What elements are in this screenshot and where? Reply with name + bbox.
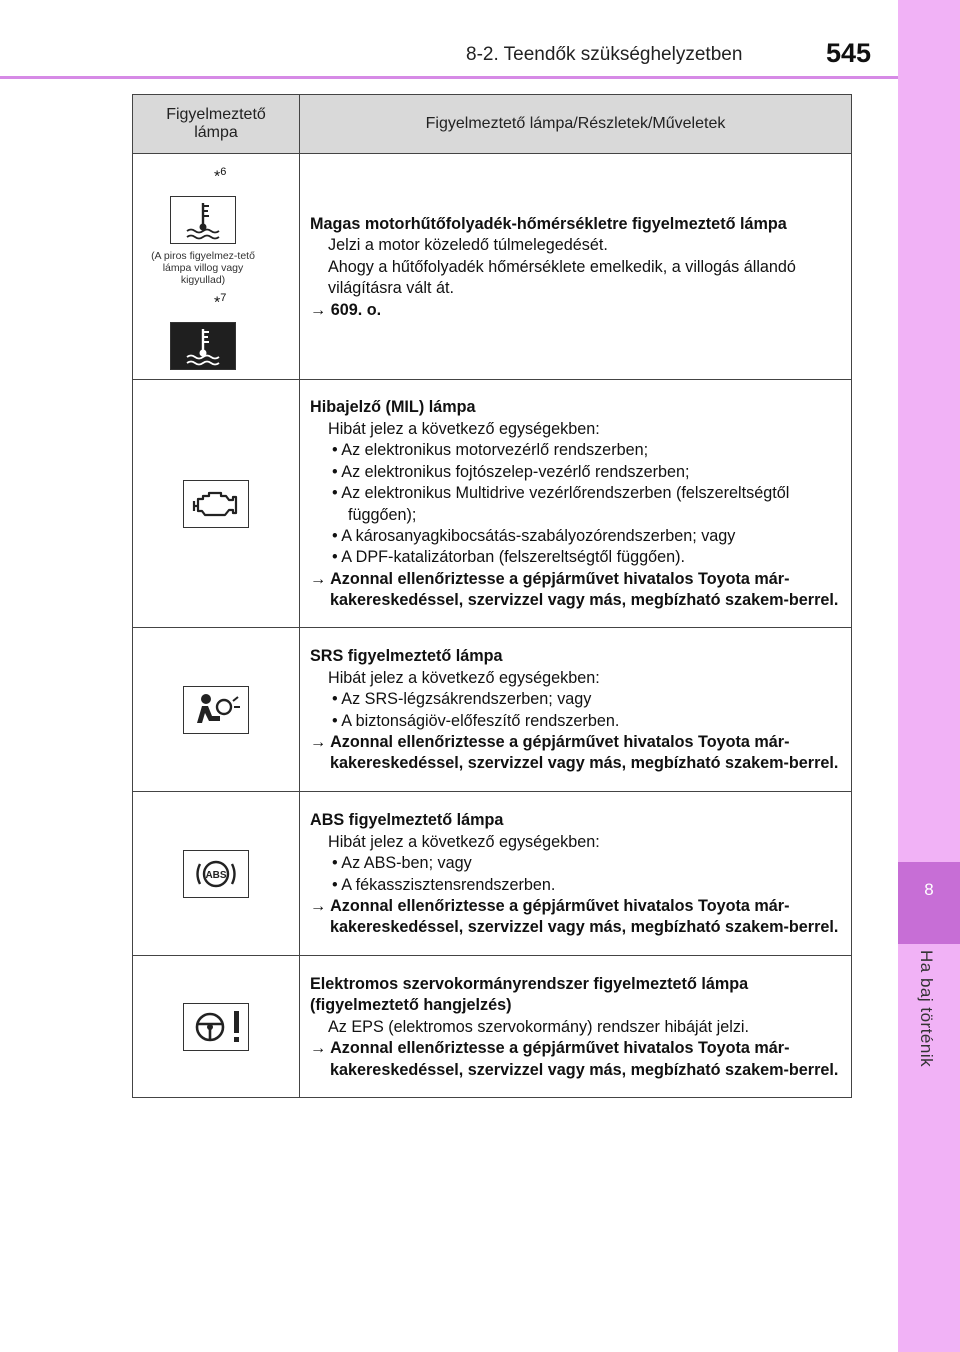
check-engine-icon bbox=[183, 480, 249, 528]
table-row bbox=[133, 956, 852, 1098]
header-divider bbox=[0, 76, 898, 79]
header-cell-details: Figyelmeztető lámpa/Részletek/Műveletek bbox=[300, 95, 852, 154]
abs-icon bbox=[183, 850, 249, 898]
bullet-item: • A fékasszisztensrendszerben. bbox=[332, 875, 556, 894]
action-line: → Azonnal ellenőriztesse a gépjárművet hivatalos Toyota már-kakereskedéssel, szervizzel vagy más, megbízható szakem-berrel. bbox=[310, 1039, 839, 1079]
desc-line: Hibát jelez a következő egységekben: bbox=[328, 419, 600, 438]
icon-cell bbox=[133, 956, 300, 1098]
description-cell bbox=[300, 154, 852, 380]
description-cell bbox=[300, 792, 852, 956]
table-row bbox=[133, 792, 852, 956]
chapter-side-tab bbox=[898, 0, 960, 1352]
icon-cell bbox=[133, 154, 300, 380]
table-row bbox=[133, 154, 852, 380]
lamp-title: ABS figyelmeztető lámpa bbox=[310, 811, 504, 830]
power-steering-warning-icon bbox=[183, 1003, 249, 1051]
bullet-item: • Az elektronikus fojtószelep-vezérlő rendszerben; bbox=[332, 462, 690, 481]
header-cell-lamp: Figyelmeztető lámpa bbox=[133, 95, 300, 154]
coolant-temp-icon bbox=[170, 196, 236, 244]
section-title: 8-2. Teendők szükséghelyzetben bbox=[466, 44, 743, 65]
warning-lights-table bbox=[132, 94, 852, 1098]
lamp-title: Hibajelző (MIL) lámpa bbox=[310, 398, 476, 417]
action-line: → 609. o. bbox=[310, 300, 382, 319]
lamp-title: Magas motorhűtőfolyadék-hőmérsékletre figyelmeztető lámpa bbox=[310, 214, 787, 233]
chapter-number-box bbox=[898, 862, 960, 944]
chapter-number: 8 bbox=[924, 880, 934, 899]
lamp-title: SRS figyelmeztető lámpa bbox=[310, 647, 503, 666]
desc-line: Ahogy a hűtőfolyadék hőmérséklete emelkedik, a villogás állandó világításra vált át. bbox=[328, 257, 796, 298]
chapter-title: Ha baj történik bbox=[917, 950, 936, 1068]
icon-cell bbox=[133, 380, 300, 628]
bullet-item: • A biztonságiöv-előfeszítő rendszerben. bbox=[332, 711, 620, 730]
bullet-item: • Az SRS-légzsákrendszerben; vagy bbox=[332, 690, 592, 709]
description-cell bbox=[300, 380, 852, 628]
bullet-item: • Az elektronikus Multidrive vezérlőrendszerben (felszereltségtől függően); bbox=[332, 484, 790, 524]
bullet-item: • Az elektronikus motorvezérlő rendszerben; bbox=[332, 441, 649, 460]
coolant-temp-icon bbox=[170, 322, 236, 370]
desc-line: Az EPS (elektromos szervokormány) rendszer hibáját jelzi. bbox=[328, 1017, 750, 1036]
bullet-item: • A DPF-katalizátorban (felszereltségtől függően). bbox=[332, 548, 685, 567]
desc-line: Hibát jelez a következő egységekben: bbox=[328, 668, 600, 687]
desc-line: Hibát jelez a következő egységekben: bbox=[328, 832, 600, 851]
action-line: → Azonnal ellenőriztesse a gépjárművet hivatalos Toyota már-kakereskedéssel, szervizzel vagy más, megbízható szakem-berrel. bbox=[310, 896, 839, 937]
table-row bbox=[133, 628, 852, 792]
icon-cell bbox=[133, 628, 300, 792]
icon-cell bbox=[133, 792, 300, 956]
icon-note: (A piros figyelmez-tető lámpa villog vagy kigyullad) bbox=[151, 249, 255, 286]
abs-icon-text: ABS bbox=[205, 869, 227, 881]
action-line: → Azonnal ellenőriztesse a gépjárművet hivatalos Toyota már-kakereskedéssel, szervizzel vagy más, megbízható szakem-berrel. bbox=[310, 732, 839, 773]
lamp-title: Elektromos szervokormányrendszer figyelmeztető lámpa (figyelmeztető hangjelzés) bbox=[310, 974, 749, 1015]
table-row bbox=[133, 380, 852, 628]
bullet-item: • A károsanyagkibocsátás-szabályozórendszerben; vagy bbox=[332, 526, 736, 545]
srs-airbag-icon bbox=[183, 686, 249, 734]
table-header-row bbox=[133, 95, 852, 154]
bullet-item: • Az ABS-ben; vagy bbox=[332, 854, 472, 873]
page-number: 545 bbox=[826, 38, 872, 68]
desc-line: Jelzi a motor közeledő túlmelegedését. bbox=[328, 236, 608, 255]
description-cell bbox=[300, 956, 852, 1098]
action-line: → Azonnal ellenőriztesse a gépjárművet hivatalos Toyota már-kakereskedéssel, szervizzel vagy más, megbízható szakem-berrel. bbox=[310, 569, 839, 610]
description-cell bbox=[300, 628, 852, 792]
footnote-mark: *$^7$ bbox=[214, 291, 227, 311]
footnote-mark: *$^6$ bbox=[214, 165, 227, 185]
